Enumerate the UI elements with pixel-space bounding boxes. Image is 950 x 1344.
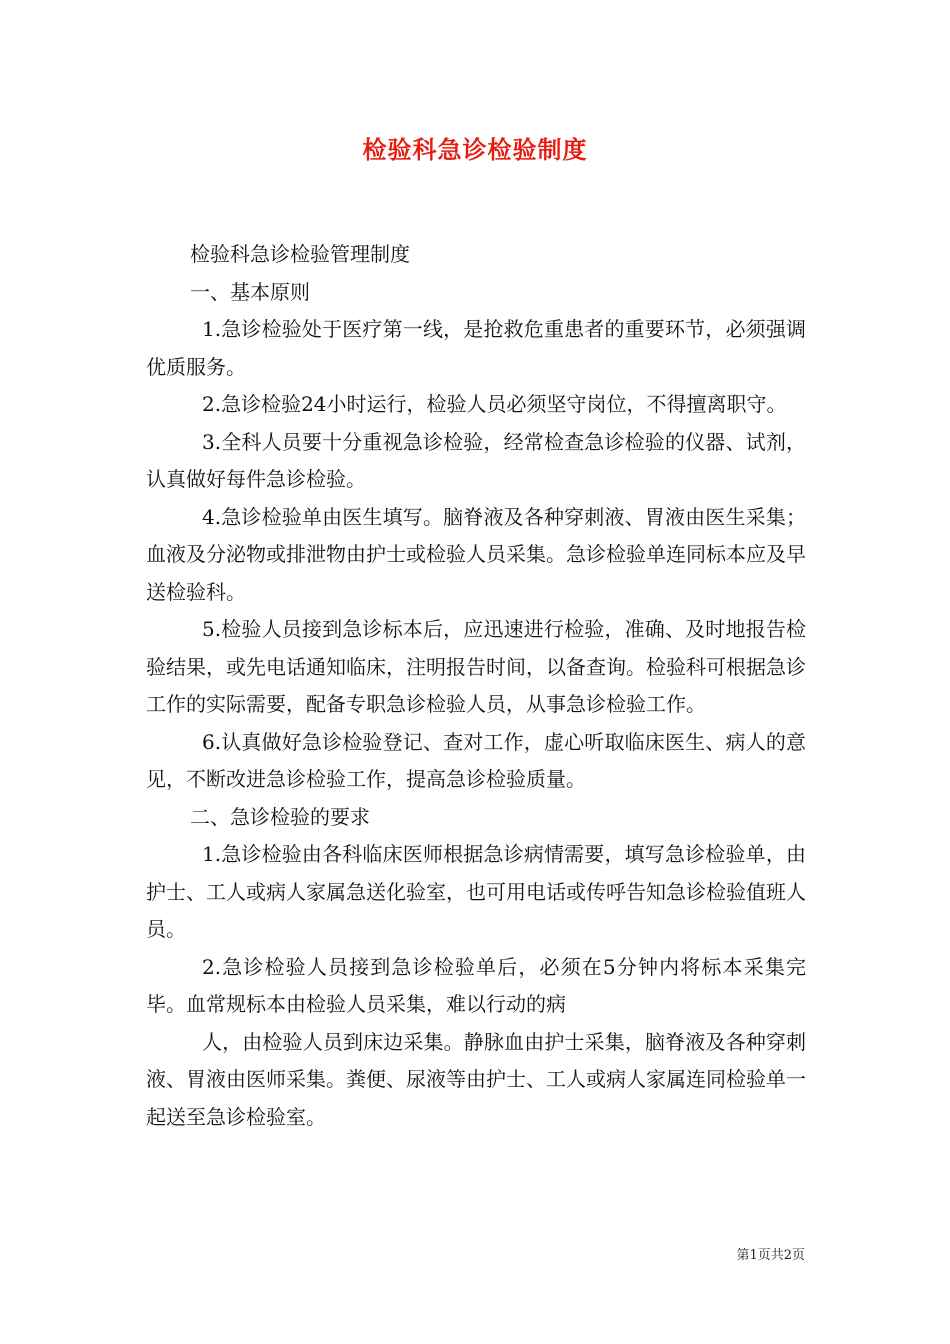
section-2-item-1: 1.急诊检验由各科临床医师根据急诊病情需要，填写急诊检验单，由护士、工人或病人家属急送化验室，也可用电话或传呼告知急诊检验值班人员。 xyxy=(146,842,806,941)
section-2-continuation: 人，由检验人员到床边采集。静脉血由护士采集，脑脊液及各种穿刺液、胃液由医师采集。粪便、尿液等由护士、工人或病人家属连同检验单一起送至急诊检验室。 xyxy=(146,1029,806,1129)
section-2-item-2: 2.急诊检验人员接到急诊检验单后，必须在5分钟内将标本采集完毕。血常规标本由检验人员采集，难以行动的病 xyxy=(146,954,806,1016)
document-title: 检验科急诊检验制度 xyxy=(362,135,588,164)
document-body xyxy=(146,236,806,1136)
section-1-title: 一、基本原则 xyxy=(190,279,310,304)
section-1-item-1: 1.急诊检验处于医疗第一线，是抢救危重患者的重要环节，必须强调优质服务。 xyxy=(146,317,806,379)
section-1-item-5: 5.检验人员接到急诊标本后，应迅速进行检验，准确、及时地报告检验结果，或先电话通知临床，注明报告时间，以备查询。检验科可根据急诊工作的实际需要，配备专职急诊检验人员，从事急诊检验工作。 xyxy=(146,617,806,716)
document-heading: 检验科急诊检验管理制度 xyxy=(190,242,410,266)
section-1-item-2: 2.急诊检验24小时运行，检验人员必须坚守岗位，不得擅离职守。 xyxy=(202,392,787,416)
page-indicator: 第1页共2页 xyxy=(736,1248,805,1263)
section-1-item-3: 3.全科人员要十分重视急诊检验，经常检查急诊检验的仪器、试剂，认真做好每件急诊检验。 xyxy=(146,429,806,491)
section-2-title: 二、急诊检验的要求 xyxy=(190,804,370,829)
section-1-item-4: 4.急诊检验单由医生填写。脑脊液及各种穿刺液、胃液由医生采集；血液及分泌物或排泄物由护士或检验人员采集。急诊检验单连同标本应及早送检验科。 xyxy=(146,504,806,604)
section-1-item-6: 6.认真做好急诊检验登记、查对工作，虚心听取临床医生、病人的意见，不断改进急诊检验工作，提高急诊检验质量。 xyxy=(146,729,806,791)
